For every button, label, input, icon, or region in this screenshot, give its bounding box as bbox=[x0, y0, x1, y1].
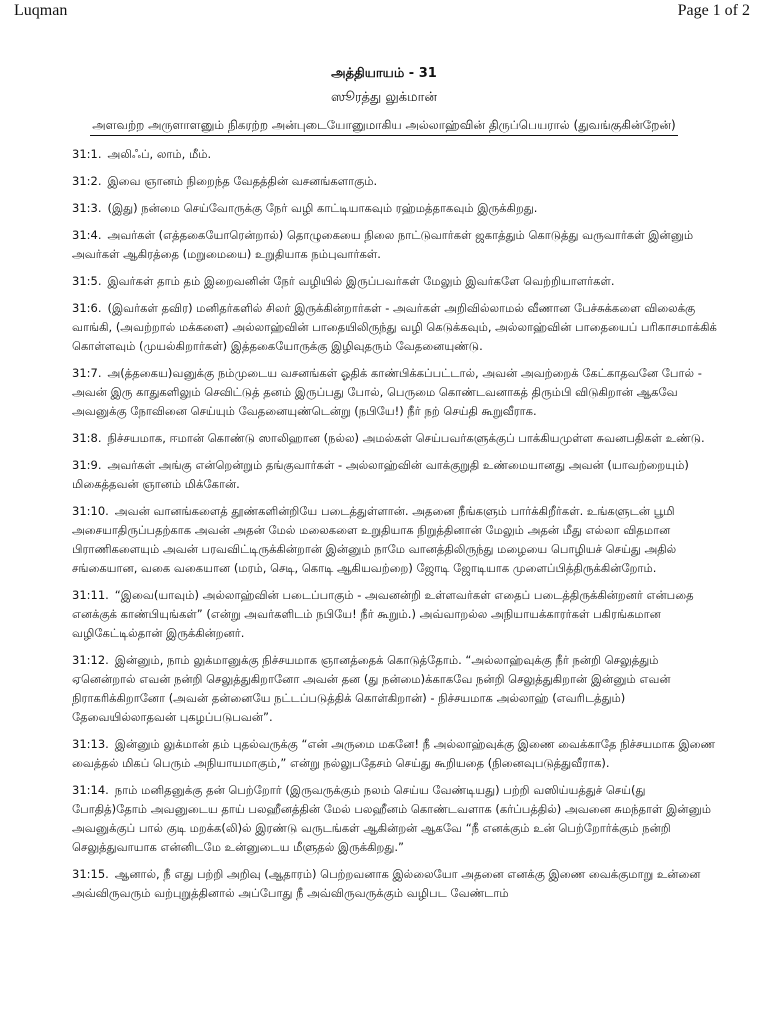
verse bbox=[72, 781, 718, 857]
verse bbox=[72, 199, 718, 218]
verse bbox=[72, 172, 718, 191]
verse-number: 31:12. bbox=[72, 653, 109, 667]
verse-number: 31:8. bbox=[72, 431, 102, 445]
verse-number: 31:4. bbox=[72, 228, 102, 242]
verse-text: நிச்சயமாக, ஈமான் கொண்டு ஸாலிஹான (நல்ல) அமல்கள் செய்பவர்களுக்குப் பாக்கியமுள்ள சுவனபதிகள் உண்டு. bbox=[107, 431, 705, 445]
verse-number: 31:9. bbox=[72, 458, 102, 472]
verse-number: 31:1. bbox=[72, 147, 102, 161]
bismillah-line: அளவற்ற அருளாளனும் நிகரற்ற அன்புடையோனுமாகிய அல்லாஹ்வின் திருப்பெயரால் (துவங்குகின்றேன்) bbox=[90, 118, 677, 136]
chapter-title: அத்தியாயம் - 31 bbox=[331, 66, 437, 81]
verse bbox=[72, 865, 718, 903]
verse-number: 31:14. bbox=[72, 783, 109, 797]
verse bbox=[72, 272, 718, 291]
verse bbox=[72, 226, 718, 264]
verse bbox=[72, 364, 718, 421]
verse bbox=[72, 145, 718, 164]
verse-number: 31:6. bbox=[72, 301, 102, 315]
verse-text: (இது) நன்மை செய்வோருக்கு நேர் வழி காட்டியாகவும் ரஹ்மத்தாகவும் இருக்கிறது. bbox=[107, 201, 538, 215]
verse-text: (இவர்கள் தவிர) மனிதர்களில் சிலர் இருக்கின்றார்கள் - அவர்கள் அறிவில்லாமல் வீணான பேச்சுக்களை விலைக்கு வாங்கி, (அவற்றால் மக்களை) அல்லாஹ்வின் பாதையிலிருந்து வழி கெடுக்கவும், அல்லாஹ்வின் பாதையைப் பரிகாசமாக்கிக் கொள்ளவும் (முயல்கிறார்கள்) இத்தகையோருக்கு இழிவுதரும் வேதனையுண்டு. bbox=[72, 301, 717, 353]
verse-text: நாம் மனிதனுக்கு தன் பெற்றோர் (இருவருக்கும் நலம் செய்ய வேண்டியது) பற்றி வஸிய்யத்துச் செய்(து போதித்)தோம் அவனுடைய தாய் பலஹீனத்தின் மேல் பலஹீனம் கொண்டவளாக (கர்ப்பத்தில்) அவனை சுமந்தாள் இன்னும் அவனுக்குப் பால் குடி மறக்க(லி)ல் இரண்டு வருடங்கள் ஆகின்றன் ஆகவே “நீ எனக்கும் உன் பெற்றோர்க்கும் நன்றி செலுத்துவாயாக என்னிடமே உன்னுடைய மீளுதல் இருக்கிறது.” bbox=[72, 783, 712, 854]
verse-text: இன்னும், நாம் லுக்மானுக்கு நிச்சயமாக ஞானத்தைக் கொடுத்தோம். “அல்லாஹ்வுக்கு நீர் நன்றி செலுத்தும் ஏனென்றால் எவன் நன்றி செலுத்துகிறானோ அவன் தன (து நன்மை)க்காகவே நன்றி செலுத்துகிறான் இன்னும் எவன் நிராகரிக்கிறானோ (அவன் தன்னையே நட்டப்படுத்திக் கொள்கிறான்) - நிச்சயமாக அல்லாஹ் (எவரிடத்தும்) தேவையில்லாதவன் புகழப்படுபவன்”. bbox=[72, 653, 671, 724]
verse-text: ஆனால், நீ எது பற்றி அறிவு (ஆதாரம்) பெற்றவனாக இல்லையோ அதனை எனக்கு இணை வைக்குமாறு உன்னை அவ்விருவரும் வற்புறுத்தினால் அப்போது நீ அவ்விருவருக்கும் வழிபட வேண்டாம் bbox=[72, 867, 701, 900]
verse-list bbox=[72, 145, 718, 911]
verse-number: 31:3. bbox=[72, 201, 102, 215]
verse-text: அவர்கள் அங்கு என்றென்றும் தங்குவார்கள் - அல்லாஹ்வின் வாக்குறுதி உண்மையானது அவன் (யாவற்றையும்) மிகைத்தவன் ஞானம் மிக்கோன். bbox=[72, 458, 689, 491]
verse bbox=[72, 429, 718, 448]
chapter-heading bbox=[0, 66, 768, 136]
verse-number: 31:11. bbox=[72, 588, 109, 602]
verse-text: அ(த்தகைய)வனுக்கு நம்முடைய வசனங்கள் ஓதிக் காண்பிக்கப்பட்டால், அவன் அவற்றைக் கேட்காதவனே போல் - அவன் இரு காதுகளிலும் செவிட்டுத் தனம் இருப்பது போல், பெருமை கொண்டவனாகத் திரும்பி விடுகிறான் ஆகவே அவனுக்கு நோவினை செய்யும் வேதனையுண்டென்று (நபியே!) நீர் நற் செய்தி கூறுவீராக. bbox=[72, 366, 702, 418]
verse-number: 31:5. bbox=[72, 274, 102, 288]
page-number: Page 1 of 2 bbox=[677, 2, 750, 19]
surah-name: ஸூரத்து லுக்மான் bbox=[331, 90, 437, 105]
verse-text: இவர்கள் தாம் தம் இறைவனின் நேர் வழியில் இருப்பவர்கள் மேலும் இவர்களே வெற்றியாளர்கள். bbox=[107, 274, 615, 288]
verse bbox=[72, 735, 718, 773]
verse-number: 31:10. bbox=[72, 504, 109, 518]
verse-text: “இவை(யாவும்) அல்லாஹ்வின் படைப்பாகும் - அவனன்றி உள்ளவர்கள் எதைப் படைத்திருக்கின்றனர் என்பதை எனக்குக் காண்பியுங்கள்” (என்று அவர்களிடம் நபியே! நீர் கூறும்.) அவ்வாறல்ல அநியாயக்காரர்கள் பகிரங்கமான வழிகேட்டில்தான் இருக்கின்றனர். bbox=[72, 588, 694, 640]
verse-number: 31:7. bbox=[72, 366, 102, 380]
verse-text: அலிஃப், லாம், மீம். bbox=[107, 147, 212, 161]
verse bbox=[72, 586, 718, 643]
page-header bbox=[0, 0, 768, 30]
verse-number: 31:15. bbox=[72, 867, 109, 881]
document-title: Luqman bbox=[14, 2, 68, 19]
verse-number: 31:2. bbox=[72, 174, 102, 188]
verse-text: அவன் வானங்களைத் தூண்களின்றியே படைத்துள்ளான். அதனை நீங்களும் பார்க்கிறீர்கள். உங்களுடன் பூமி அசையாதிருப்பதற்காக அவன் அதன் மேல் மலைகளை உறுதியாக நிறுத்தினான் மேலும் அதன் மீது எல்லா விதமான பிராணிகளையும் அவன் பரவவிட்டிருக்கின்றான் இன்னும் நாமே வானத்திலிருந்து மழையை பொழியச் செய்து அதில் சங்கையான, வகை வகையான (மரம், செடி, கொடி ஆகியவற்றை) ஜோடி ஜோடியாக முளைப்பித்திருக்கின்றோம். bbox=[72, 504, 677, 575]
verse-text: இவை ஞானம் நிறைந்த வேதத்தின் வசனங்களாகும். bbox=[107, 174, 378, 188]
verse-text: இன்னும் லுக்மான் தம் புதல்வருக்கு “என் அருமை மகனே! நீ அல்லாஹ்வுக்கு இணை வைக்காதே நிச்சயமாக இணை வைத்தல் மிகப் பெரும் அநியாயமாகும்,” என்று நல்லுபதேசம் செய்து கூறியதை (நினைவுபடுத்துவீராக). bbox=[72, 737, 716, 770]
verse bbox=[72, 502, 718, 578]
verse-text: அவர்கள் (எத்தகையோரென்றால்) தொழுகையை நிலை நாட்டுவார்கள் ஜகாத்தும் கொடுத்து வருவார்கள் இன்னும் அவர்கள் ஆகிரத்தை (மறுமையை) உறுதியாக நம்புவார்கள். bbox=[72, 228, 694, 261]
verse bbox=[72, 456, 718, 494]
verse bbox=[72, 299, 718, 356]
verse-number: 31:13. bbox=[72, 737, 109, 751]
verse bbox=[72, 651, 718, 727]
